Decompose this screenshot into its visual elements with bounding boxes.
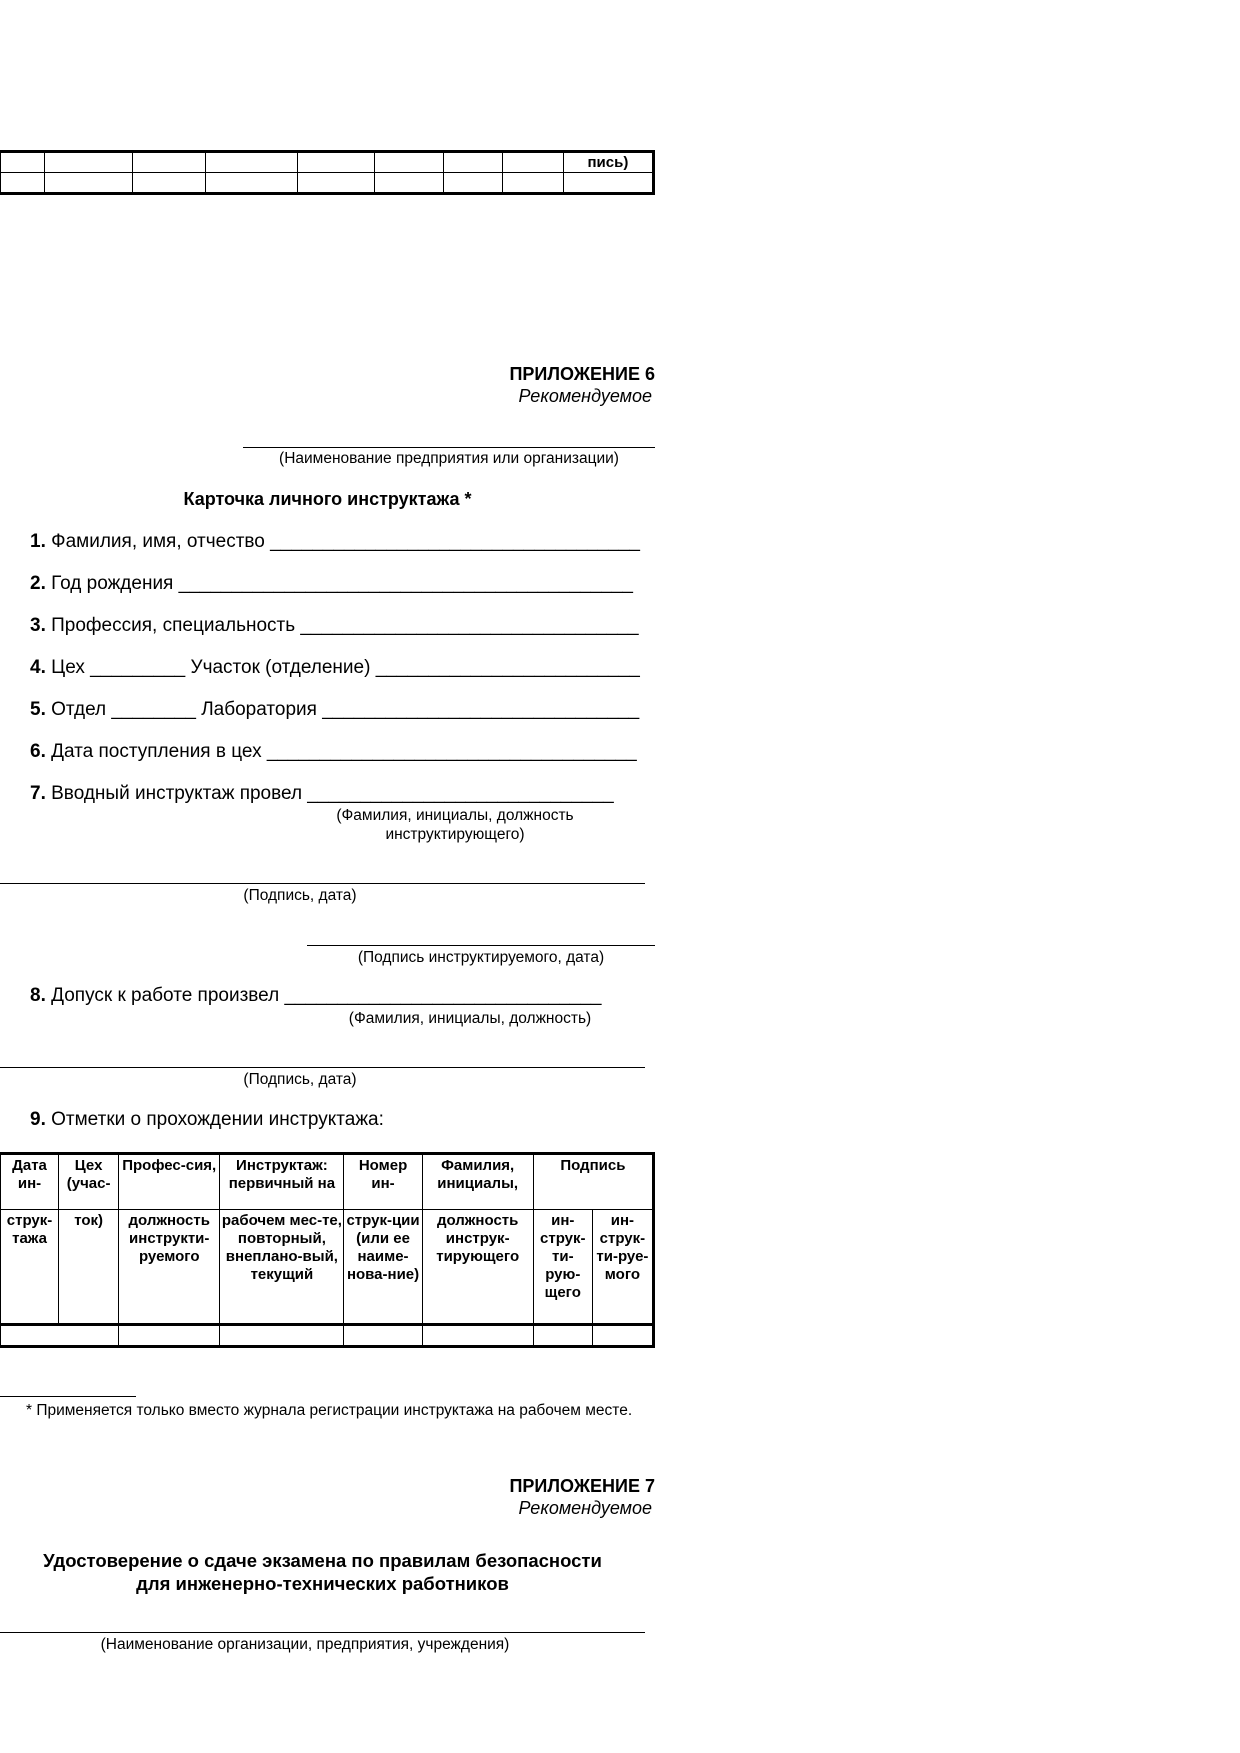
org-name-caption: (Наименование предприятия или организации): [279, 450, 619, 467]
table-cell: [1, 1325, 119, 1347]
instructor-caption-line2: инструктирующего): [385, 826, 525, 843]
table-cell: [1, 173, 45, 194]
footnote-separator: [0, 1396, 136, 1397]
field-label: Фамилия, имя, отчество ___________________________________: [45, 531, 640, 552]
table-cell: [563, 173, 653, 194]
field-department: [30, 699, 639, 721]
table-row: [1, 173, 654, 194]
field-label: Профессия, специальность ________________________________: [45, 615, 639, 636]
table-cell: пись): [563, 152, 653, 173]
table-cell: [374, 173, 443, 194]
field-number: 8.: [30, 985, 46, 1006]
field-briefing-marks: [30, 1109, 384, 1131]
field-profession: [30, 615, 639, 637]
field-label: Вводный инструктаж провел _____________________________: [45, 783, 614, 804]
header-instructor-name: Фамилия, инициалы,: [422, 1154, 533, 1210]
admission-caption: (Фамилия, инициалы, должность): [348, 1010, 592, 1027]
table-cell: [119, 1325, 220, 1347]
table-cell: [533, 1325, 592, 1347]
instructed-signature-line: [307, 945, 655, 946]
table-cell: [443, 152, 502, 173]
org-name-line: [243, 447, 655, 448]
header-date: Дата ин-: [1, 1154, 59, 1210]
field-intro-briefing: [30, 783, 614, 805]
header-briefing-type: Инструктаж: первичный на: [220, 1154, 344, 1210]
table-header-row: [1, 1210, 654, 1325]
table-cell: [133, 152, 206, 173]
field-entry-date: [30, 741, 637, 763]
field-birth-year: [30, 573, 633, 595]
table-cell: [133, 173, 206, 194]
appendix6-title: ПРИЛОЖЕНИЕ 6: [509, 364, 655, 384]
field-number: 7.: [30, 783, 46, 804]
table-cell: [592, 1325, 653, 1347]
table-cell: [374, 152, 443, 173]
field-number: 1.: [30, 531, 46, 552]
certificate-title-line1: Удостоверение о сдаче экзамена по правилам безопасности: [43, 1550, 602, 1571]
table-cell: [45, 173, 133, 194]
table-cell: [443, 173, 502, 194]
field-label: Дата поступления в цех ___________________________________: [45, 741, 637, 762]
previous-table-fragment: [0, 150, 655, 195]
header-briefing-type-cont: рабочем мес-те, повторный, внеплано-вый, текущий: [220, 1210, 344, 1325]
org-name-caption: (Наименование организации, предприятия, учреждения): [100, 1636, 510, 1653]
header-instruction-number-cont: струк-ции (или ее наиме-нова-ние): [344, 1210, 422, 1325]
field-number: 4.: [30, 657, 46, 678]
table-cell: [206, 152, 298, 173]
field-number: 5.: [30, 699, 46, 720]
table-cell: [502, 152, 563, 173]
header-date-cont: струк-тажа: [1, 1210, 59, 1325]
header-profession-cont: должность инструкти-руемого: [119, 1210, 220, 1325]
field-workshop: [30, 657, 640, 679]
field-number: 9.: [30, 1109, 46, 1130]
card-title: Карточка личного инструктажа *: [183, 489, 472, 509]
table-cell: [45, 152, 133, 173]
header-signature-instructed: ин-струк-ти-руе-мого: [592, 1210, 653, 1325]
signature-date-caption: (Подпись, дата): [243, 887, 357, 904]
header-signature-instructor: ин-струк-ти-рую-щего: [533, 1210, 592, 1325]
table-header-row: [1, 1154, 654, 1210]
table-cell: [502, 173, 563, 194]
header-instruction-number: Номер ин-: [344, 1154, 422, 1210]
appendix7-subtitle: Рекомендуемое: [518, 1498, 652, 1518]
header-signature: Подпись: [533, 1154, 653, 1210]
footnote: * Применяется только вместо журнала регистрации инструктажа на рабочем месте.: [26, 1402, 633, 1419]
certificate-title-line2: для инженерно-технических работников: [136, 1573, 509, 1594]
header-instructor-name-cont: должность инструк-тирующего: [422, 1210, 533, 1325]
signature-line: [0, 1067, 645, 1068]
field-number: 6.: [30, 741, 46, 762]
field-label: Отдел ________ Лаборатория ______________________________: [45, 699, 640, 720]
field-label: Отметки о прохождении инструктажа:: [45, 1109, 384, 1130]
field-number: 3.: [30, 615, 46, 636]
briefing-marks-table: [0, 1152, 655, 1348]
header-profession: Профес-сия,: [119, 1154, 220, 1210]
table-cell: [422, 1325, 533, 1347]
table-cell: [1, 152, 45, 173]
header-workshop: Цех (учас-: [59, 1154, 119, 1210]
table-cell: [220, 1325, 344, 1347]
field-full-name: [30, 531, 640, 553]
table-row: [1, 1325, 654, 1347]
table-row: [1, 152, 654, 173]
table-cell: [344, 1325, 422, 1347]
table-cell: [298, 173, 374, 194]
field-label: Допуск к работе произвел ______________________________: [45, 985, 602, 1006]
field-label: Год рождения ___________________________________________: [45, 573, 634, 594]
field-label: Цех _________ Участок (отделение) _________________________: [45, 657, 640, 678]
instructed-signature-caption: (Подпись инструктируемого, дата): [357, 949, 605, 966]
field-work-admission: [30, 985, 601, 1007]
table-cell: [206, 173, 298, 194]
signature-date-caption: (Подпись, дата): [243, 1071, 357, 1088]
table-cell: [298, 152, 374, 173]
appendix7-title: ПРИЛОЖЕНИЕ 7: [509, 1476, 655, 1496]
signature-line: [0, 883, 645, 884]
header-workshop-cont: ток): [59, 1210, 119, 1325]
appendix6-subtitle: Рекомендуемое: [518, 386, 652, 406]
instructor-caption-line1: (Фамилия, инициалы, должность: [336, 807, 574, 824]
field-number: 2.: [30, 573, 46, 594]
org-name-line: [0, 1632, 645, 1633]
